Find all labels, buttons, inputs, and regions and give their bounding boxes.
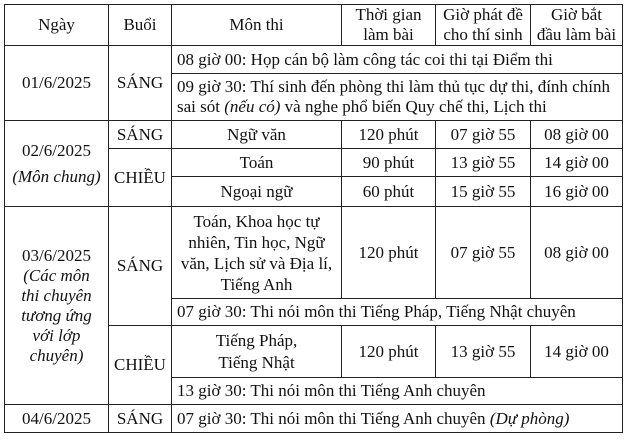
subject-cell: Ngữ văn [172,121,342,149]
exam-schedule-table [4,4,623,433]
day3-session-morning: SÁNG [109,207,172,326]
start-cell: 14 giờ 00 [531,149,623,177]
start-cell: 08 giờ 00 [531,121,623,149]
duration-cell: 120 phút [342,326,436,378]
subject-cell: Toán [172,149,342,177]
distribute-cell: 07 giờ 55 [436,121,531,149]
start-cell: 08 giờ 00 [531,207,623,299]
distribute-cell: 15 giờ 55 [436,177,531,207]
day1-note-checkin: 09 giờ 30: Thí sinh đến phòng thi làm thủ tục dự thi, đính chính sai sót (nếu có) và nghe phổ biến Quy chế thi, Lịch thi [172,74,623,121]
distribute-cell: 07 giờ 55 [436,207,531,299]
header-distribute-line2: cho thí sinh [443,25,523,44]
day1-date: 01/6/2025 [5,46,109,121]
day1-session: SÁNG [109,46,172,121]
header-subject: Môn thi [172,5,342,46]
day3-date: 03/6/2025 (Các môn thi chuyên tương ứng với lớp chuyên) [5,207,109,405]
day1-note-meeting: 08 giờ 00: Họp cán bộ làm công tác coi thi tại Điểm thi [172,46,623,74]
day3-morning-oral-note: 07 giờ 30: Thi nói môn thi Tiếng Pháp, Tiếng Nhật chuyên [172,299,623,326]
day2-session-afternoon: CHIỀU [109,149,172,207]
duration-cell: 120 phút [342,207,436,299]
day4-session: SÁNG [109,405,172,433]
header-duration-line2: làm bài [363,25,414,44]
day4-oral-note: 07 giờ 30: Thi nói môn thi Tiếng Anh chuyên (Dự phòng) [172,405,623,433]
day4-date: 04/6/2025 [5,405,109,433]
distribute-cell: 13 giờ 55 [436,326,531,378]
start-cell: 16 giờ 00 [531,177,623,207]
subject-cell: Tiếng Pháp, Tiếng Nhật [172,326,342,378]
duration-cell: 120 phút [342,121,436,149]
header-start [531,5,623,46]
start-cell: 14 giờ 00 [531,326,623,378]
header-duration [342,5,436,46]
header-distribute [436,5,531,46]
table-row [5,46,623,74]
header-start-line1: Giờ bắt [550,5,602,24]
duration-cell: 90 phút [342,149,436,177]
table-row [5,405,623,433]
subject-cell: Toán, Khoa học tự nhiên, Tin học, Ngữ văn, Lịch sử và Địa lí, Tiếng Anh [172,207,342,299]
header-duration-line1: Thời gian [355,5,422,24]
subject-cell: Ngoại ngữ [172,177,342,207]
header-distribute-line1: Giờ phát đề [443,5,523,24]
header-start-line2: đầu làm bài [536,25,617,44]
header-session: Buổi [109,5,172,46]
day2-date: 02/6/2025 (Môn chung) [5,121,109,207]
table-row [5,121,623,149]
day3-afternoon-oral-note: 13 giờ 30: Thi nói môn thi Tiếng Anh chuyên [172,378,623,405]
day2-session-morning: SÁNG [109,121,172,149]
day3-session-afternoon: CHIỀU [109,326,172,405]
table-row [5,207,623,299]
header-date: Ngày [5,5,109,46]
header-row [5,5,623,46]
duration-cell: 60 phút [342,177,436,207]
distribute-cell: 13 giờ 55 [436,149,531,177]
